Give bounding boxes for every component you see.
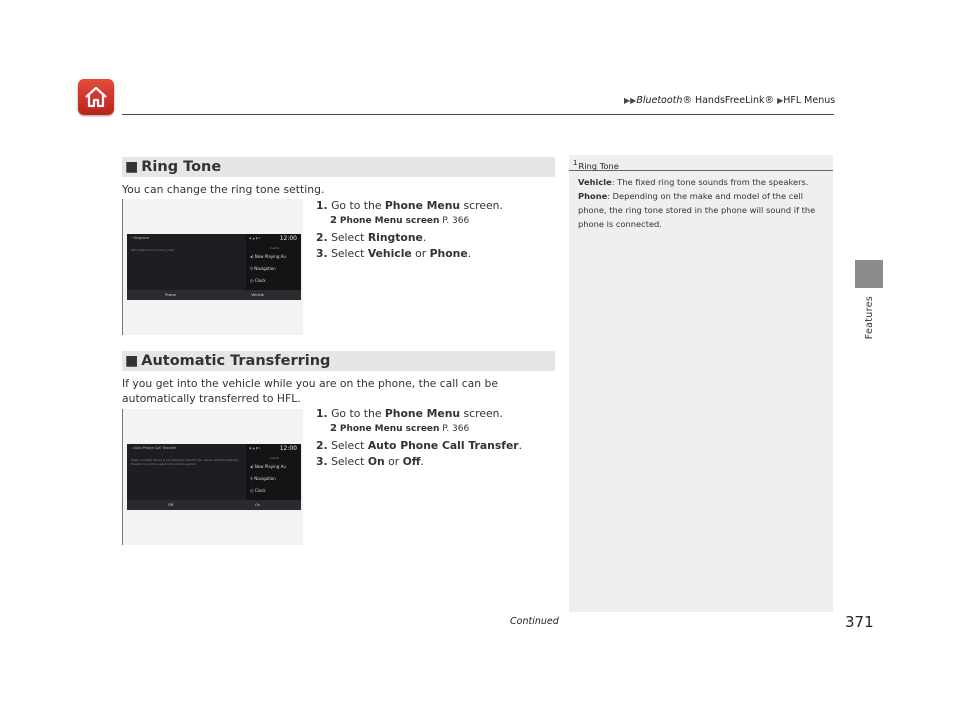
steps-ring-tone bbox=[316, 198, 503, 262]
screenshot-auto-transfer bbox=[122, 409, 303, 545]
breadcrumb-hfl-menus[interactable]: HFL Menus bbox=[783, 95, 836, 106]
header-divider bbox=[122, 114, 834, 115]
breadcrumb-arrow-icon: ▶▶ bbox=[624, 96, 637, 105]
section-intro: If you get into the vehicle while you are on the phone, the call can be automatically transferred to HFL. bbox=[122, 377, 499, 405]
screen-button-phone[interactable]: Phone bbox=[165, 293, 176, 297]
screen-clock: 12:00 bbox=[279, 445, 297, 452]
reference-arrow-icon: 2 bbox=[330, 423, 337, 434]
screen-button-off[interactable]: Off bbox=[167, 503, 174, 507]
breadcrumb-handsfreelink[interactable]: ® HandsFreeLink® bbox=[682, 95, 775, 106]
square-bullet-icon: ■ bbox=[125, 353, 139, 369]
screen-item-clock[interactable]: ◷ Clock bbox=[250, 488, 266, 493]
screen-message: Set ringtone for incoming calls. bbox=[131, 248, 175, 252]
status-icons: ◉ ▲ ▮ ‡ · bbox=[249, 236, 262, 240]
side-tab-marker[interactable] bbox=[855, 260, 883, 288]
screen-button-on[interactable]: On bbox=[255, 503, 260, 507]
screen-button-bar bbox=[127, 500, 301, 510]
continued-label: Continued bbox=[510, 616, 559, 627]
section-header-ring-tone bbox=[122, 157, 555, 177]
screen-button-vehicle[interactable]: Vehicle bbox=[251, 293, 264, 297]
screen-title: ‹ Ringtone bbox=[131, 236, 150, 240]
step-2: 2. Select Ringtone. bbox=[316, 231, 427, 244]
step-3: 3. Select Vehicle or Phone. bbox=[316, 247, 472, 260]
section-intro: You can change the ring tone setting. bbox=[122, 183, 325, 196]
note-entry-phone: Phone: Depending on the make and model of the cell phone, the ring tone stored in the phone will sound if the phone is connected. bbox=[578, 191, 816, 229]
home-button[interactable] bbox=[78, 79, 114, 115]
note-marker-icon: 1 bbox=[573, 159, 578, 167]
breadcrumb-bluetooth[interactable]: Bluetooth bbox=[636, 95, 683, 106]
cross-reference-link[interactable]: 2 Phone Menu screen P. 366 bbox=[330, 215, 470, 226]
breadcrumb-arrow-icon: ▶ bbox=[777, 96, 784, 105]
status-icons: ◉ ▲ ▮ ‡ · bbox=[249, 446, 262, 450]
screen-clock: 12:00 bbox=[279, 235, 297, 242]
note-entry-vehicle: Vehicle: The fixed ring tone sounds from the speakers. bbox=[578, 177, 809, 187]
page-number: 371 bbox=[845, 613, 874, 631]
side-tab-label: Features bbox=[864, 296, 875, 340]
step-1: 1. Go to the Phone Menu screen. bbox=[316, 199, 503, 212]
reference-arrow-icon: 2 bbox=[330, 215, 337, 226]
step-3: 3. Select On or Off. bbox=[316, 455, 424, 468]
auto-transfer-screen bbox=[127, 444, 301, 510]
screen-message: When a mobile device is connected by the HFL the vehicle will automatically transfer any active calls to the vehicle system. bbox=[131, 458, 239, 466]
screen-card-label: Cards bbox=[270, 246, 279, 250]
step-1: 1. Go to the Phone Menu screen. bbox=[316, 407, 503, 420]
screen-title: ‹ Auto Phone Call Transfer bbox=[131, 446, 177, 450]
breadcrumb bbox=[624, 95, 835, 106]
screen-side-panel bbox=[246, 444, 301, 500]
section-header-automatic-transferring bbox=[122, 351, 555, 371]
screen-item-now-playing[interactable]: ◂) Now Playing Au bbox=[250, 464, 286, 469]
ringtone-screen bbox=[127, 234, 301, 300]
screen-item-navigation[interactable]: ⚲ Navigation bbox=[250, 476, 276, 481]
step-2: 2. Select Auto Phone Call Transfer. bbox=[316, 439, 523, 452]
steps-automatic-transferring bbox=[316, 406, 522, 470]
screenshot-ringtone bbox=[122, 199, 303, 335]
notes-title: $^1$Ring Tone bbox=[569, 155, 833, 171]
screen-button-bar bbox=[127, 290, 301, 300]
cross-reference-link[interactable]: 2 Phone Menu screen P. 366 bbox=[330, 423, 470, 434]
screen-item-navigation[interactable]: ⚲ Navigation bbox=[250, 266, 276, 271]
square-bullet-icon: ■ bbox=[125, 159, 139, 175]
screen-card-label: Cards bbox=[270, 456, 279, 460]
section-title: Ring Tone bbox=[141, 159, 222, 175]
notes-body bbox=[578, 175, 823, 231]
screen-item-clock[interactable]: ◷ Clock bbox=[250, 278, 266, 283]
section-title: Automatic Transferring bbox=[141, 353, 331, 369]
home-icon bbox=[83, 85, 109, 109]
screen-item-now-playing[interactable]: ◂) Now Playing Au bbox=[250, 254, 286, 259]
screen-side-panel bbox=[246, 234, 301, 290]
notes-panel bbox=[569, 155, 833, 612]
